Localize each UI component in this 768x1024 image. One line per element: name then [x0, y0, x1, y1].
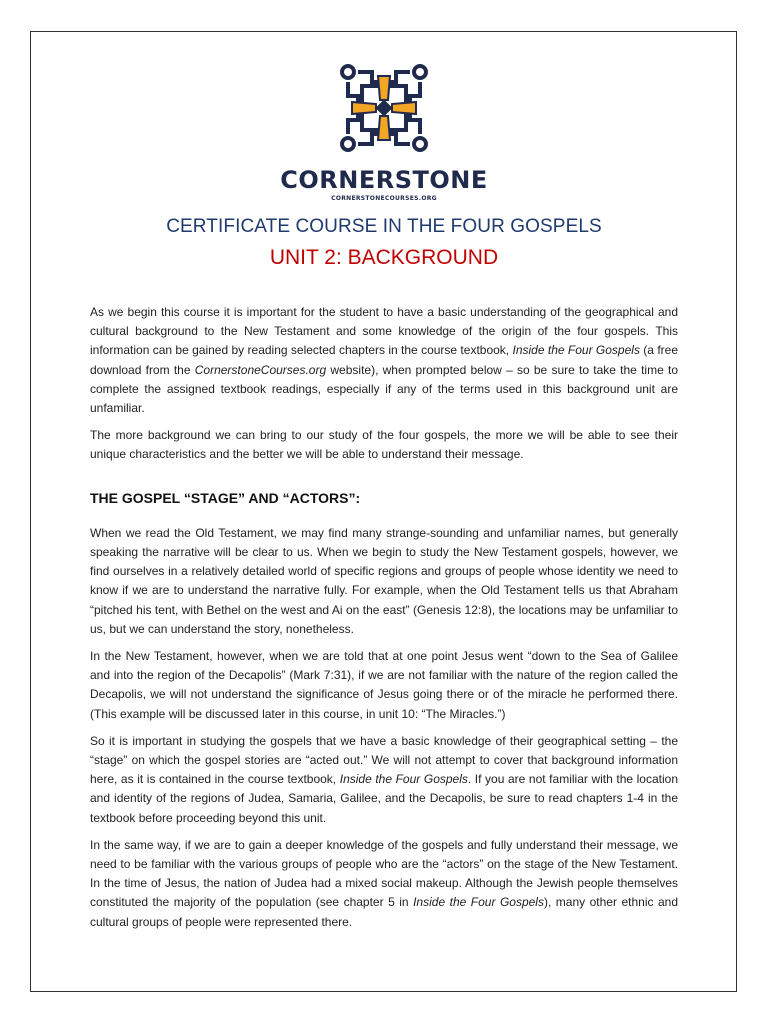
- section-heading: THE GOSPEL “STAGE” AND “ACTORS”:: [90, 489, 361, 506]
- document-subtitle: UNIT 2: BACKGROUND: [269, 246, 499, 269]
- brand-url: CORNERSTONECOURSES.ORG: [331, 195, 437, 202]
- section-paragraph-2: In the New Testament, however, when we are told that at one point Jesus went “down to the Sea of Galilee and into the region of the Decapolis” (Mark 7:31), if we are not familiar with the nature of the region called the Decapolis, we will not understand the significance of Jesus going there or of the miracle he performed there. (This example will be discussed later in this course, in unit 10: “The Miracles.”): [90, 649, 678, 721]
- intro-paragraph-1: As we begin this course it is important for the student to have a basic understanding of the geographical and cultural background to the New Testament and some knowledge of the origin of the four gospels. This information can be gained by reading selected chapters in the course textbook, Inside the Four Gospels (a free download from the CornerstoneCourses.org website), when prompted below – so be sure to take the time to complete the assigned textbook readings, especially if any of the terms used in this background unit are unfamiliar.: [90, 305, 679, 416]
- cornerstone-logo-icon: [0, 62, 768, 154]
- section-paragraph-1: When we read the Old Testament, we may find many strange-sounding and unfamiliar names, but generally speaking the narrative will be clear to us. When we begin to study the New Testament gospels, however, we find ourselves in a relatively detailed world of specific regions and groups of people whose identity we need to know if we are to understand the narrative fully. For example, when the Old Testament tells us that Abraham “pitched his tent, with Bethel on the west and Ai on the east” (Genesis 12:8), the locations may be unfamiliar to us, but we can understand the story, nonetheless.: [90, 525, 678, 636]
- document-body: [90, 303, 678, 940]
- document-title: CERTIFICATE COURSE IN THE FOUR GOSPELS: [166, 216, 602, 237]
- brand-name: CORNERSTONE: [280, 166, 488, 194]
- intro-paragraph-2: The more background we can bring to our study of the four gospels, the more we will be able to see their unique characteristics and the better we will be able to understand their message.: [90, 428, 678, 462]
- section-paragraph-4: In the same way, if we are to gain a deeper knowledge of the gospels and fully understand their message, we need to be familiar with the various groups of people who are the “actors” on the stage of the New Testament. In the time of Jesus, the nation of Judea had a mixed social makeup. Although the Jewish people themselves constituted the majority of the population (see chapter 5 in Inside the Four Gospels), many other ethnic and cultural groups of people were represented there.: [90, 837, 678, 929]
- section-paragraph-3: So it is important in studying the gospels that we have a basic knowledge of their geographical setting – the “stage” on which the gospel stories are “acted out.” We will not attempt to cover that background information here, as it is contained in the course textbook, Inside the Four Gospels. If you are not familiar with the location and identity of the regions of Judea, Samaria, Galilee, and the Decapolis, be sure to read chapters 1-4 in the textbook before proceeding beyond this unit.: [90, 733, 678, 825]
